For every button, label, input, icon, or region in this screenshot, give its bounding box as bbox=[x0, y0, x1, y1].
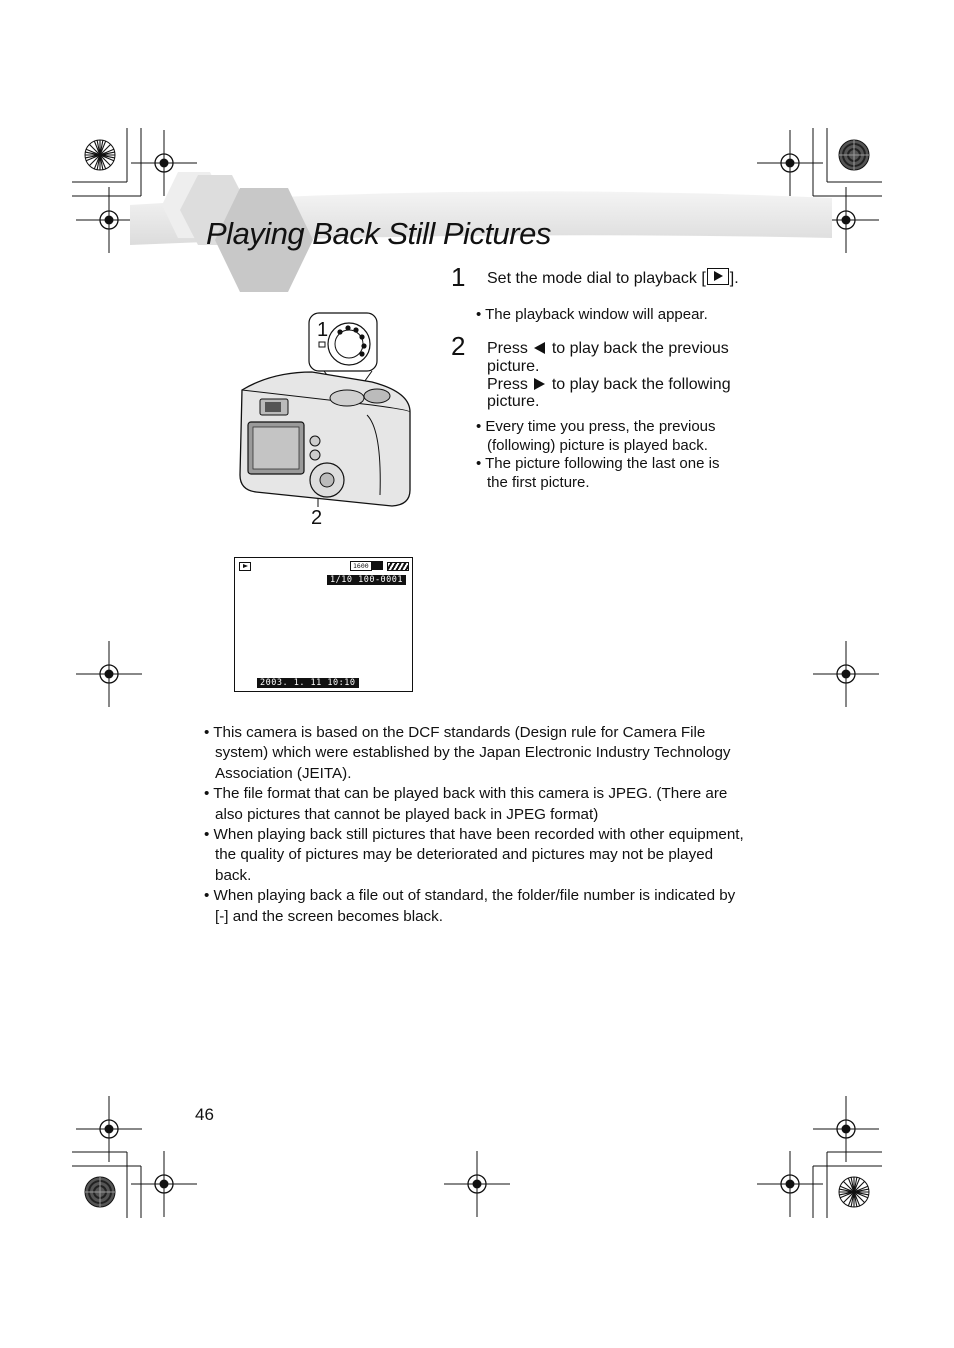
step-2-bullet: • Every time you press, the previous (following) picture is played back. bbox=[476, 418, 716, 454]
step-2-number: 2 bbox=[451, 331, 466, 361]
page-title: Playing Back Still Pictures bbox=[206, 216, 551, 251]
date-time: 2003. 1. 11 10:10 bbox=[257, 678, 359, 688]
frame-info: 1/10 100-0001 bbox=[327, 575, 406, 585]
step-1-text-after: ]. bbox=[729, 270, 739, 287]
left-arrow-icon bbox=[534, 342, 545, 354]
step-2-bullet: • The picture following the last one is the first picture. bbox=[476, 455, 720, 491]
note-item: • The file format that can be played back with this camera is JPEG. (There are also pictures that cannot be played back in JPEG format) bbox=[204, 785, 728, 823]
play-icon bbox=[707, 268, 729, 285]
step-2-bullets bbox=[476, 418, 744, 492]
note-item: • This camera is based on the DCF standards (Design rule for Camera File system) which were established by the Japan Electronic Industry Technology Association (JEITA). bbox=[204, 724, 731, 782]
note-item: • When playing back still pictures that have been recorded with other equipment, the quality of pictures may be deteriorated and pictures may not be played back. bbox=[204, 826, 744, 884]
step-1-text bbox=[487, 268, 739, 288]
step-2-line-previous: Press to play back the previous picture. bbox=[487, 340, 729, 375]
quality-icon bbox=[371, 561, 383, 570]
step-1-text-before: Set the mode dial to playback [ bbox=[487, 270, 706, 287]
play-mode-icon bbox=[239, 562, 251, 571]
note-item: • When playing back a file out of standard, the folder/file number is indicated by [-] and the screen becomes black. bbox=[204, 887, 736, 925]
right-arrow-icon bbox=[534, 378, 545, 390]
resolution-indicator: 1600 bbox=[350, 561, 372, 571]
camera-illustration bbox=[232, 310, 417, 515]
lcd-playback-screen bbox=[234, 557, 413, 692]
page-number: 46 bbox=[195, 1105, 214, 1124]
step-1-bullets bbox=[476, 306, 746, 325]
step-2-text bbox=[487, 340, 747, 410]
battery-icon bbox=[387, 562, 409, 571]
callout-2-label: 2 bbox=[311, 507, 323, 529]
step-1-bullet: • The playback window will appear. bbox=[476, 306, 708, 323]
notes-list bbox=[204, 723, 752, 927]
step-1-number: 1 bbox=[451, 262, 466, 292]
callout-1: 1 bbox=[317, 319, 329, 341]
step-2-line-following: Press to play back the following picture. bbox=[487, 376, 731, 410]
